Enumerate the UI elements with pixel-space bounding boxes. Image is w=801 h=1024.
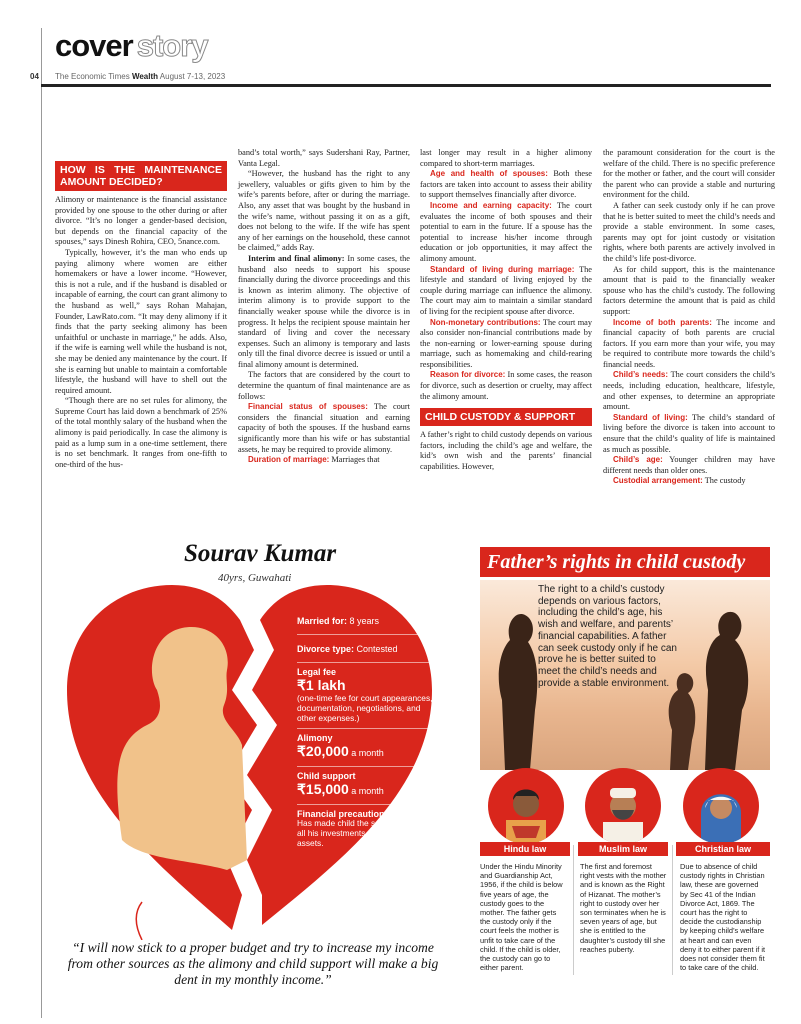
stat-label: Child support (297, 771, 356, 782)
paragraph (238, 455, 410, 466)
paragraph-text: In some cases, the husband also needs to support his spouse financially during the divorce proceedings and this is known as interim alimony. The objective of interim alimony is to provide support to the financially weaker spouse while the divorce is in progress. It helps the recipient spouse maintain her standard of living and cover the necessary expenses. Such an alimony is temporary and lasts only till the final divorce decree is issued or until a final alimony amount is determined. (238, 253, 410, 369)
paragraph (420, 265, 592, 318)
paragraph-text: In some cases, the reason for divorce, such as desertion or cruelty, may affect the alimony amount. (420, 370, 592, 401)
stat-value: Contested (354, 644, 398, 654)
paragraph: A father’s right to child custody depends on various factors, including the child’s age and welfare, the kid’s own wish and the parents’ financial capabilities. However, (420, 430, 592, 472)
stat-legal-fee (297, 663, 437, 729)
paragraph: A father can seek custody only if he can prove that he is better suited to meet the child’s needs and provide a stable environment. In some cases, parents may opt for joint custody or visitation rights, where both parents are actively involved in the child’s life post-divorce. (603, 200, 775, 263)
profile-subtitle: 40yrs, Guwahati (218, 572, 292, 584)
page-number: 04 (30, 72, 39, 81)
muslim-law-text: The first and foremost right vests with the mother and is known as the Right of Hizanat. The mother’s right to custody over her son terminates when he is seven years of age, but she is entitled to the daughter’s custody till she reaches puberty. (580, 862, 667, 954)
paragraph (420, 169, 592, 201)
subhead: Income and earning capacity: (430, 200, 552, 210)
column-divider (672, 845, 673, 975)
publication-credit (55, 72, 225, 81)
stat-unit: a month (348, 748, 384, 759)
stat-value: ₹20,000 (297, 743, 349, 760)
hindu-law-heading: Hindu law (480, 842, 570, 856)
subhead: Reason for divorce: (430, 370, 506, 380)
stat-label: Married for: (297, 616, 348, 626)
stat-note: (one-time fee for court appearances, documentation, negotiations, and other expenses.) (297, 693, 433, 723)
fathers-rights-text: The right to a child’s custody depends on various factors, including the child’s age, his wish and welfare, and parents’ financial capabilities. A father can seek custody only if he can prove he is better suited to meet the child’s needs and provide a stable environment. (538, 584, 677, 689)
article-column-2 (238, 148, 410, 466)
profile-stats (297, 607, 437, 854)
masthead-word-cover: cover (55, 28, 133, 63)
subhead: Child’s needs: (613, 370, 669, 380)
paragraph-text: Marriages that (329, 455, 380, 465)
paragraph-text: The court considers the financial situation and earning capacity of both the spouses. If the husband earns significantly more than his wife or has substantial assets, he may be required to provide alimony. (238, 402, 410, 454)
pull-quote: “I will now stick to a proper budget and try to increase my income from other sources as the alimony and child support will make a big dent in my monthly income.” (67, 940, 439, 987)
stat-financial-precaution (297, 805, 437, 853)
paragraph: last longer may result in a higher alimony compared to short-term marriages. (420, 148, 592, 168)
subhead: Custodial arrangement: (613, 476, 703, 486)
pub-date: August 7-13, 2023 (159, 72, 226, 81)
paragraph: As for child support, this is the maintenance amount that is paid to the financially weaker spouse who has the child’s custody. The following factors determine the amount that is paid as child support: (603, 264, 775, 316)
subhead: Non-monetary contributions: (430, 317, 541, 327)
paragraph: band’s total worth,” says Sudershani Ray, Partner, Vanta Legal. (238, 148, 410, 168)
paragraph (603, 455, 775, 476)
masthead-word-story: story (136, 28, 208, 63)
profile-name: Sourav Kumar (184, 540, 337, 567)
stat-alimony (297, 729, 437, 767)
stat-value: ₹15,000 (297, 781, 349, 798)
subhead: Income of both parents: (613, 317, 712, 327)
stat-label: Legal fee (297, 667, 337, 677)
subhead: Age and health of spouses: (430, 169, 548, 179)
christian-law-heading: Christian law (676, 842, 770, 856)
paragraph (420, 318, 592, 371)
paragraph (603, 318, 775, 371)
paragraph: The factors that are considered by the court to determine the quantum of final maintenance are as follows: (238, 370, 410, 401)
subhead: Standard of living during marriage: (430, 264, 575, 274)
paragraph (420, 370, 592, 402)
pub-wealth: Wealth (131, 72, 159, 81)
paragraph-text: The court evaluates the income of both spouses and their potential to earn in the future. If a spouse has the potential to increase his/her income through education or job opportunities, it may affect the alimony amount. (420, 200, 592, 263)
paragraph: the paramount consideration for the court is the welfare of the child. There is no specific preference for the mother or father, and the court will consider the parent who can provide a stable and nurturing environment for the child. (603, 148, 775, 200)
christian-woman-avatar-icon (683, 768, 759, 844)
paragraph (603, 476, 775, 487)
header-rule (41, 84, 771, 87)
paragraph (238, 402, 410, 455)
paragraph-text: Younger children may have different needs than older ones. (603, 455, 776, 475)
paragraph: Typically, however, it’s the man who ends up paying alimony where women are either homemakers or have a lower income. “However, this is not a rule, and if the husband is disabled or incapable of earning, the court can grant alimony to the husband as well,” says Rohan Mahajan, Founder, LawRato.com. “It may deny alimony if it finds that the party seeking alimony has been unfaithful or unchaste in marriage,” he adds. Also, if the wife is earning well while the husband is not, she may be denied any maintenance by the court. If she is earning but unable to maintain a comfortable lifestyle, the husband will have to shell out the required amount. (55, 247, 227, 395)
paragraph-text: Both these factors are taken into account to assess their ability to support themselves financially after divorce. (420, 169, 592, 200)
stat-value: ₹1 lakh (297, 677, 346, 693)
stat-divorce-type (297, 635, 437, 663)
section-heading-custody: CHILD CUSTODY & SUPPORT (420, 408, 592, 426)
article-column-3 (420, 148, 592, 473)
hindu-man-avatar-icon (488, 768, 564, 844)
stat-label: Alimony (297, 733, 333, 744)
subhead: Duration of marriage: (248, 455, 330, 465)
article-column-1 (55, 155, 227, 470)
paragraph-text: The lifestyle and standard of living enjoyed by the couple during marriage can influence the alimony. The court may aim to maintain a similar standard of living for the recipient spouse after divorce. (420, 264, 592, 316)
christian-law-text: Due to absence of child custody rights in Christian law, these are governed by Sec 41 of the Indian Divorce Act, 1869. The court has the right to decide the custodianship by keeping child’s welfare at heart and can even deny it to either parent if it does not consider them fit to take care of the child. (680, 862, 766, 973)
muslim-law-heading: Muslim law (578, 842, 668, 856)
paragraph-text: The custody (702, 476, 746, 486)
paragraph: “However, the husband has the right to any jewellery, valuables or gifts given to him by the wife’s parents before, after or during the marriage. Also, any asset that was bought by the husband in the wife’s name, without passing it on as a gift, does not belong to the wife. If the wife has spent any of her earnings on the household, these cannot be claimed,” adds Ray. (238, 169, 410, 253)
stat-label: Divorce type: (297, 644, 355, 654)
paragraph (238, 254, 410, 371)
stat-married (297, 607, 437, 635)
subhead: Standard of living: (613, 412, 688, 422)
paragraph-text: The court may also consider non-financial contributions made by the non-earning or lower-earning spouse during marriage, such as homemaking and child-rearing responsibilities. (420, 317, 592, 369)
pub-name: The Economic Times (55, 72, 130, 81)
paragraph (603, 370, 775, 412)
paragraph: Alimony or maintenance is the financial assistance provided by one spouse to the other during or after divorce. “It’s no longer a gender-based decision, but depends on the financial capacity of the spouses,” says Dinesh Rohira, CEO, 5nance.com. (55, 195, 227, 247)
hindu-law-text: Under the Hindu Minority and Guardianship Act, 1956, if the child is below five years of age, the custody goes to the mother. The father gets the custody only if the court feels the mother is unfit to take care of the child. If the child is older, the custody can go to either parent. (480, 862, 563, 973)
paragraph (603, 413, 775, 455)
muslim-man-avatar-icon (585, 768, 661, 844)
paragraph-text: The child’s standard of living before the divorce is taken into account to ensure that the child’s quality of life is maintained as much as possible. (603, 412, 775, 454)
paragraph (420, 201, 592, 265)
stat-unit: a month (348, 786, 384, 797)
subhead: Financial status of spouses: (248, 402, 368, 412)
stat-label: Financial precaution (297, 809, 385, 820)
stat-child-support (297, 767, 437, 805)
stat-note: Has made child the sole nominee in all his investments and financial assets. (297, 818, 430, 848)
stat-value: 8 years (347, 616, 380, 626)
column-divider (573, 845, 574, 975)
subhead: Child’s age: (613, 455, 663, 465)
paragraph-text: The income and financial capacity of both parents are crucial factors. If you earn more than your wife, you may be required to contribute more towards the child’s financial needs. (603, 317, 775, 369)
paragraph-text: The court considers the child’s needs, including education, healthcare, lifestyle, and other expenses, to determine an appropriate amount. (603, 370, 775, 412)
fathers-rights-title: Father’s rights in child custody (480, 547, 770, 577)
paragraph: “Though there are no set rules for alimony, the Supreme Court has laid down a benchmark of 25% of the total monthly salary of the husband when the alimony is paid periodically. In case the alimony is paid as a lump sum in a one-time settlement, there is no set benchmark. It ranges from one-fifth to one-third of the hus- (55, 396, 227, 469)
article-column-4 (603, 148, 775, 487)
quote-pointer-arrow-icon (136, 902, 142, 940)
subhead: Interim and final alimony: (248, 253, 345, 263)
section-masthead (55, 28, 208, 64)
section-heading-maintenance: HOW IS THE MAINTENANCE AMOUNT DECIDED? (55, 161, 227, 191)
